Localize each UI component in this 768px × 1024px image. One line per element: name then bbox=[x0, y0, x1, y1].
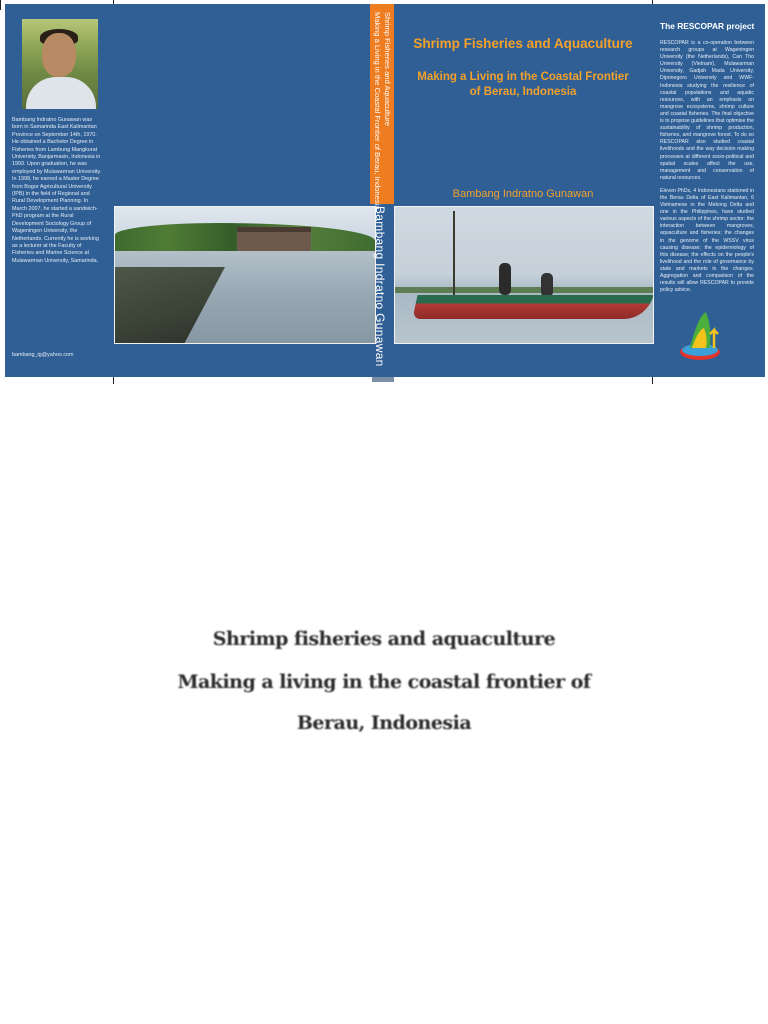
author-email: bambang_ig@yahoo.com bbox=[12, 352, 74, 358]
front-subtitle bbox=[398, 70, 648, 100]
crop-mark bbox=[652, 376, 653, 384]
inner-title-line3: Berau, Indonesia bbox=[296, 712, 472, 734]
inner-title-line2: Making a living in the coastal frontier of bbox=[177, 671, 591, 693]
spine-title-line2: Making a Living in the Coastal Frontier of Berau, Indonesia bbox=[373, 12, 382, 210]
project-paragraph: Eleven PhDs, 4 Indonesians stationed in the Berau Delta of East Kalimantan, 6 Vietnamese in the Mekong Delta and one in the Philippines, have studied various aspects of the shrimp sector: the interaction between mangroves, aquaculture and fisheries; the changes in the genome of the WSSV virus causing disease; the epidemiology of this disease; the effects on the people's livelihood and the role of governance by state and markets in the changes. Aggregation and comparison of the results will allow RESCOPAR to provide policy advice. bbox=[660, 187, 754, 294]
front-subtitle-line2: of Berau, Indonesia bbox=[469, 86, 577, 98]
spine-author: Bambang Indratno Gunawan bbox=[373, 206, 387, 367]
front-subtitle-line1: Making a Living in the Coastal Frontier bbox=[417, 71, 629, 83]
rescopar-logo-icon bbox=[678, 308, 728, 364]
crop-mark bbox=[0, 0, 1, 10]
project-description bbox=[660, 40, 754, 300]
crop-mark bbox=[113, 376, 114, 384]
front-title: Shrimp Fisheries and Aquaculture bbox=[413, 36, 633, 51]
fishing-boat-photo bbox=[394, 206, 654, 344]
project-heading: The RESCOPAR project bbox=[660, 21, 755, 31]
author-portrait bbox=[22, 19, 98, 109]
front-author: Bambang Indratno Gunawan bbox=[452, 188, 594, 200]
pond-photo bbox=[114, 206, 376, 344]
spine-title bbox=[372, 12, 392, 210]
project-paragraph: RESCOPAR is a co-operation between research groups at Wageningen University (the Netherlands), Can Tho University (Vietnam), Mulawarman University, Gadjah Mada University, Diponegoro University and WWF-Indonesia studying the resilience of coastal populations and aquatic resources, with an emphasis on mangrove ecosystems, shrimp culture and coastal fisheries. The final objective is to propose guidelines that optimise the sustainability of shrimp production, fisheries, and mangrove forest. To do so RESCOPAR also studied coastal livelihoods and the way decision making processes at different socio-political and spatial scales affect the use, management and conservation of natural resources. bbox=[660, 40, 755, 181]
author-bio: Bambang Indratno Gunawan was born in Samarinda East Kalimantan Province on September 14th, 1970. He obtained a Bachelor Degree in Fisheries from Lambung Mangkurat University, Banjarmasin, Indonesia in 1993. Upon graduation, he was employed by Mulawarman University. In 1998, he earned a Master Degree from Bogor Agricultural University (IPB) in the field of Regional and Rural Development Planning. In March 2007, he started a sandwich-PhD program at the Rural Development Sociology Group of Wageningen University, the Netherlands. Currently he is working as a lecturer at the Faculty of Fisheries and Marine Science at Mulawarman University, Samarinda. bbox=[12, 117, 102, 264]
inner-title-line1: Shrimp fisheries and aquaculture bbox=[212, 628, 556, 650]
spine-title-line1: Shrimp Fisheries and Aquaculture bbox=[383, 12, 392, 126]
